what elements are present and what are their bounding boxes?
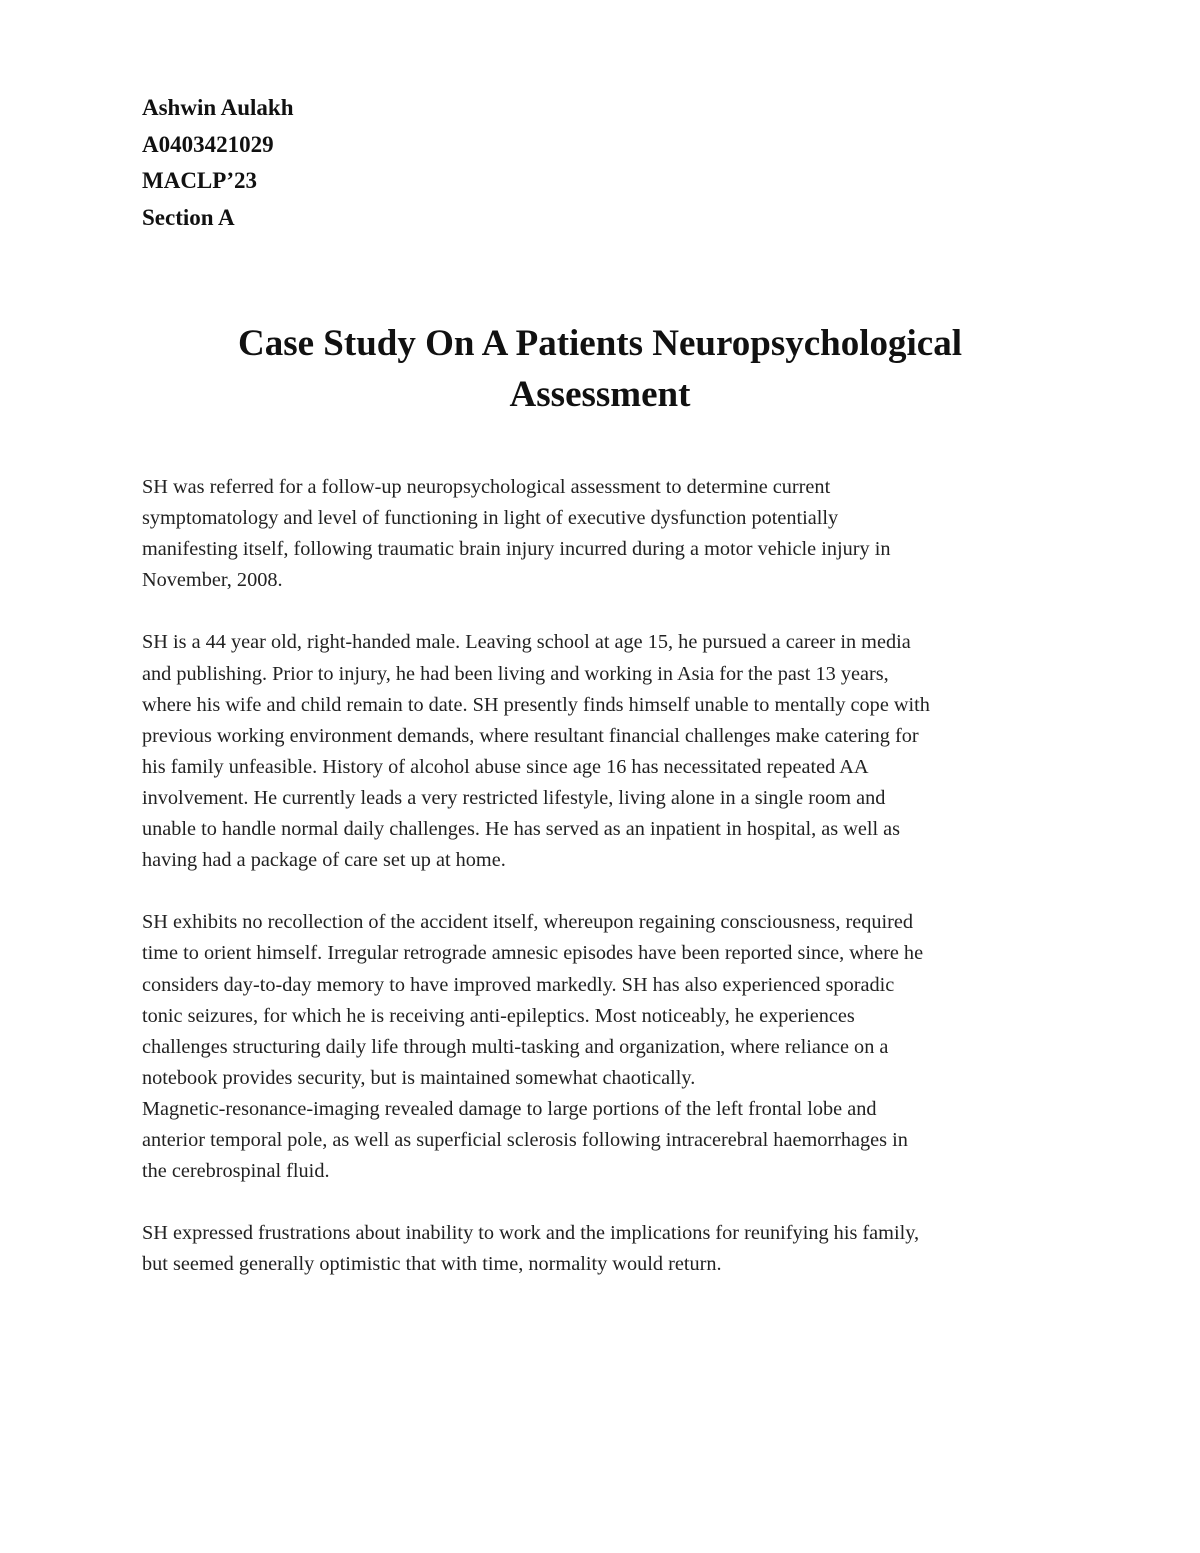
paragraph-line: SH is a 44 year old, right-handed male. Leaving school at age 15, he pursued a career in media [142, 631, 911, 654]
paragraph-line: previous working environment demands, where resultant financial challenges make catering for [142, 724, 919, 747]
paragraph-line: symptomatology and level of functioning in light of executive dysfunction potentially [142, 507, 839, 530]
paragraph-line: having had a package of care set up at home. [142, 849, 506, 872]
paragraph-line: unable to handle normal daily challenges. He has served as an inpatient in hospital, as well as [142, 818, 901, 841]
paragraph-line: SH was referred for a follow-up neuropsychological assessment to determine current [142, 476, 831, 498]
paragraph-line: SH exhibits no recollection of the accident itself, whereupon regaining consciousness, required [142, 911, 914, 934]
section-label: Section A [142, 204, 235, 230]
paragraph-line: but seemed generally optimistic that with time, normality would return. [142, 1253, 722, 1276]
paragraph-line: manifesting itself, following traumatic brain injury incurred during a motor vehicle injury in [142, 538, 891, 561]
paragraph-line: tonic seizures, for which he is receiving anti-epileptics. Most noticeably, he experiences [142, 1004, 855, 1027]
paragraph-line: anterior temporal pole, as well as superficial sclerosis following intracerebral haemorrhages in [142, 1128, 908, 1151]
paragraph [142, 627, 1072, 876]
paragraph-line: SH expressed frustrations about inability to work and the implications for reunifying his family, [142, 1222, 920, 1245]
paragraph-line: time to orient himself. Irregular retrograde amnesic episodes have been reported since, where he [142, 942, 924, 965]
paragraph-line: the cerebrospinal fluid. [142, 1160, 330, 1183]
paragraph-line: notebook provides security, but is maintained somewhat chaotically. [142, 1066, 696, 1089]
paragraph-line: November, 2008. [142, 569, 283, 592]
body-text [142, 472, 1072, 1312]
title-line-1: Case Study On A Patients Neuropsychological [238, 323, 962, 364]
title-line-2: Assessment [509, 374, 691, 415]
paragraph [142, 907, 1072, 1187]
paragraph-line: where his wife and child remain to date. SH presently finds himself unable to mentally cope with [142, 693, 930, 716]
paragraph-line: challenges structuring daily life through multi-tasking and organization, where reliance on a [142, 1035, 889, 1058]
paragraph [142, 1218, 1072, 1280]
paragraph-line: involvement. He currently leads a very restricted lifestyle, living alone in a single room and [142, 786, 886, 809]
paragraph-line: his family unfeasible. History of alcohol abuse since age 16 has necessitated repeated AA [142, 755, 869, 778]
program-label: MACLP’23 [142, 168, 257, 193]
author-name: Ashwin Aulakh [142, 95, 294, 120]
page-title [142, 318, 1058, 420]
student-id: A0403421029 [142, 131, 274, 157]
paragraph-line: and publishing. Prior to injury, he had been living and working in Asia for the past 13 years, [142, 662, 889, 685]
paragraph-line: Magnetic-resonance-imaging revealed damage to large portions of the left frontal lobe and [142, 1097, 877, 1120]
paragraph-line: considers day-to-day memory to have improved markedly. SH has also experienced sporadic [142, 973, 895, 996]
author-header [142, 90, 294, 236]
paragraph [142, 472, 1072, 596]
